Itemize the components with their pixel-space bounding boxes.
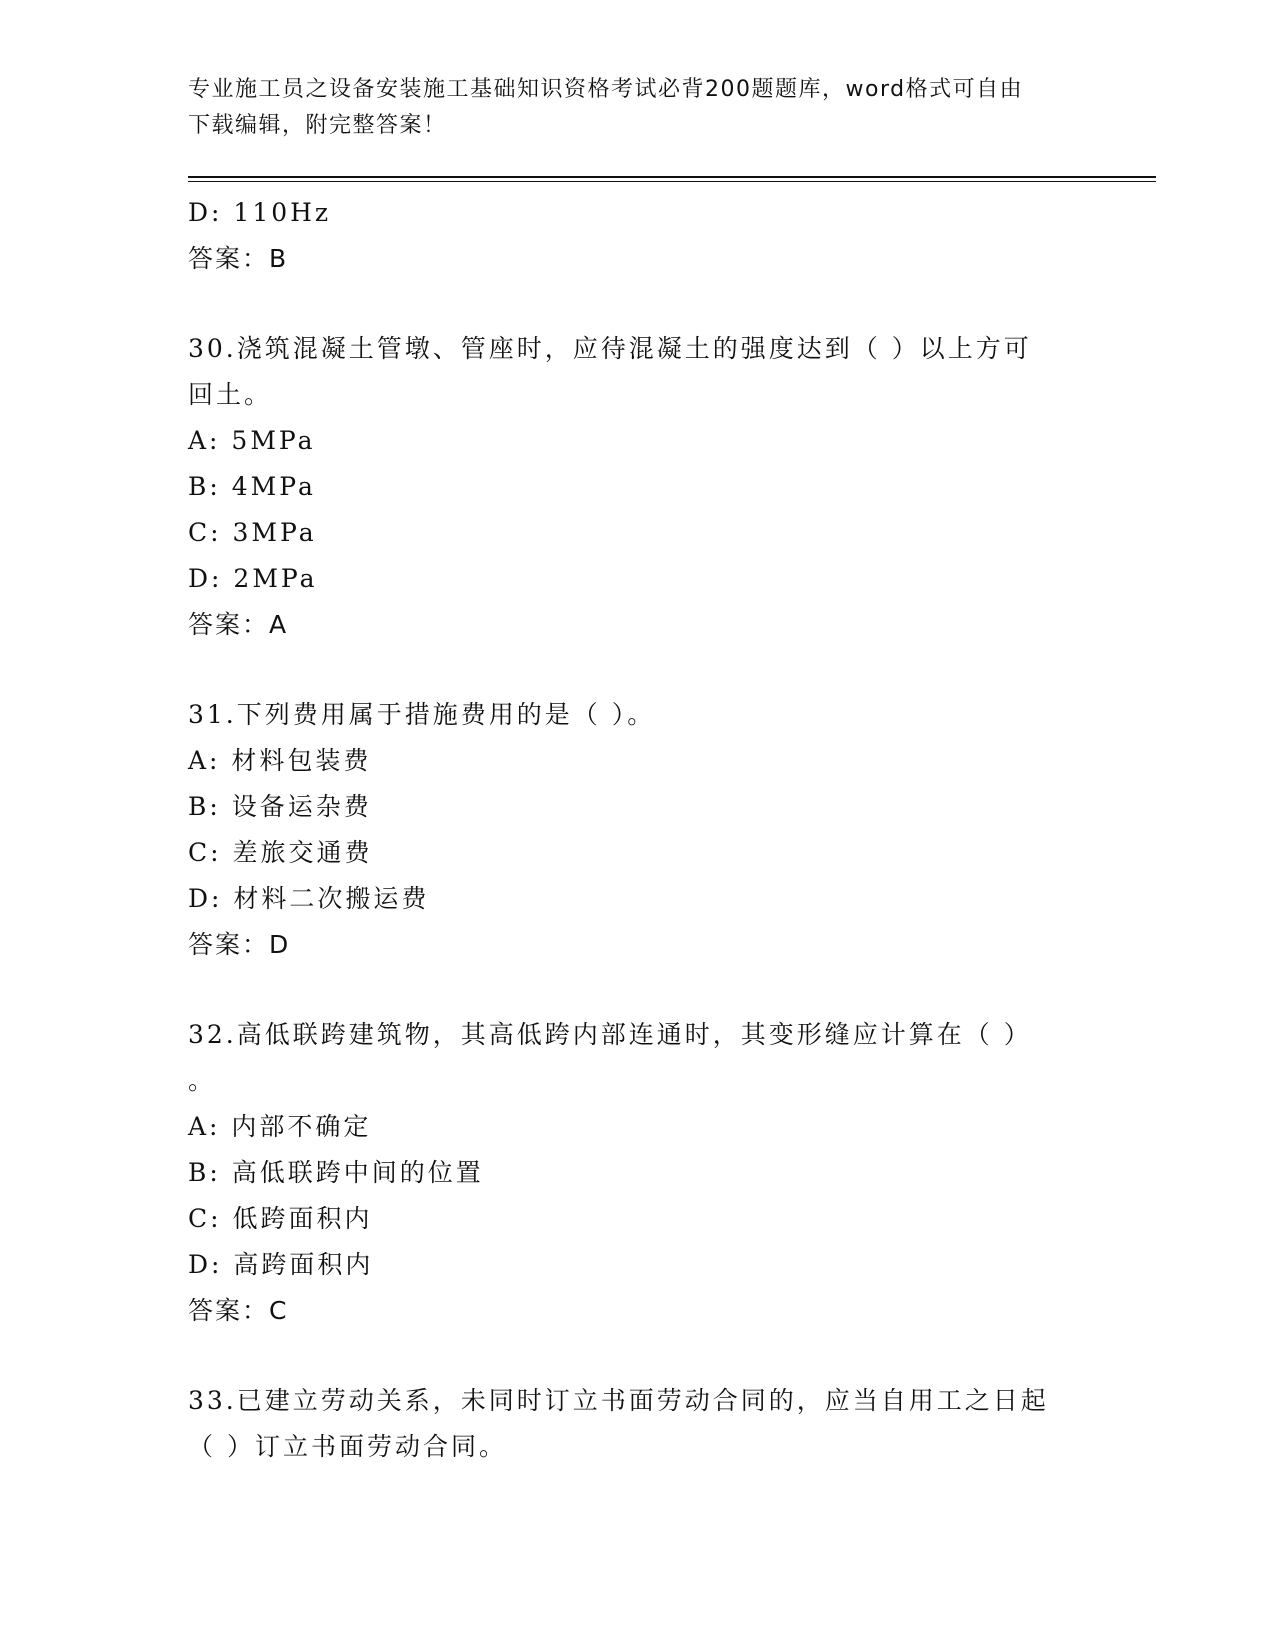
option-c: C: 差旅交通费 xyxy=(188,838,373,867)
answer: 答案：C xyxy=(188,1296,289,1325)
question-body xyxy=(188,190,1088,1470)
question-31 xyxy=(188,692,1088,968)
option-c: C: 3MPa xyxy=(188,518,317,547)
question-stem: 31.下列费用属于措施费用的是（ ）。 xyxy=(188,700,656,729)
option-d: D: 2MPa xyxy=(188,564,318,593)
option-a: A: 5MPa xyxy=(188,426,316,455)
question-stem: 30.浇筑混凝土管墩、管座时，应待混凝土的强度达到（ ）以上方可 xyxy=(188,334,1032,363)
question-30 xyxy=(188,326,1088,648)
question-stem: 32.高低联跨建筑物，其高低跨内部连通时，其变形缝应计算在（ ） xyxy=(188,1020,1032,1049)
question-stem: 33.已建立劳动关系，未同时订立书面劳动合同的，应当自用工之日起 xyxy=(188,1386,1049,1415)
option-a: A: 内部不确定 xyxy=(188,1112,372,1141)
answer: 答案：A xyxy=(188,610,289,639)
header-rule-thick xyxy=(188,176,1156,178)
header-line-1: 专业施工员之设备安装施工基础知识资格考试必背200题题库，word格式可自由 xyxy=(188,77,1024,102)
option-a: A: 材料包装费 xyxy=(188,746,372,775)
option-d: D: 材料二次搬运费 xyxy=(188,884,430,913)
prev-option-d: D: 110Hz xyxy=(188,198,332,227)
option-b: B: 4MPa xyxy=(188,472,316,501)
question-32 xyxy=(188,1012,1088,1334)
question-stem-cont: 。 xyxy=(188,1066,217,1095)
option-b: B: 高低联跨中间的位置 xyxy=(188,1158,484,1187)
question-stem-cont: 回土。 xyxy=(188,380,273,409)
option-d: D: 高跨面积内 xyxy=(188,1250,374,1279)
header-line-2: 下载编辑，附完整答案！ xyxy=(188,113,447,138)
option-c: C: 低跨面积内 xyxy=(188,1204,373,1233)
question-stem-cont: （ ）订立书面劳动合同。 xyxy=(188,1432,507,1461)
page-header xyxy=(188,72,1068,144)
question-33 xyxy=(188,1378,1088,1470)
prev-answer: 答案：B xyxy=(188,244,289,273)
answer: 答案：D xyxy=(188,930,291,959)
header-rule-thin xyxy=(188,181,1156,182)
option-b: B: 设备运杂费 xyxy=(188,792,372,821)
